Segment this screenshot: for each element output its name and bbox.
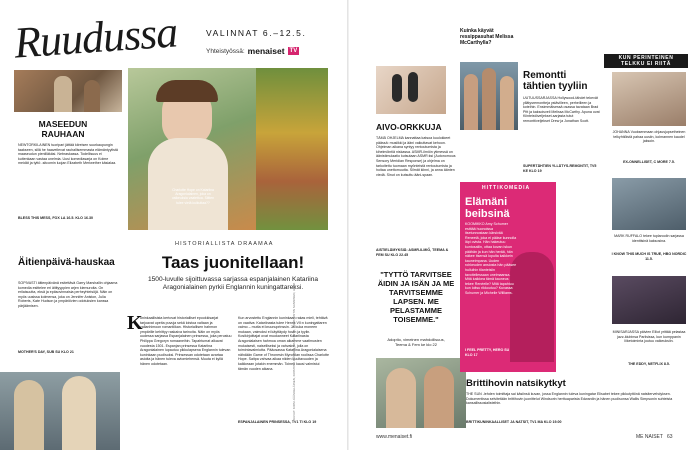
right-art4-title: Brittihovin natsikytkyt [466, 378, 566, 389]
feature-kicker: HISTORIALLISTA DRAAMAA [175, 241, 274, 247]
tv-logo: TV [289, 48, 298, 54]
right-art3-credits: SUPERTÄHTIEN YLLÄTYS-REMONTIT, TV5 KE KLO 19 [523, 164, 597, 173]
picks-label: VALINNAT 6.–12.5. [206, 28, 307, 38]
nails-photo [376, 66, 446, 114]
sidebar-text-2: MARK RUFFALO tekee tuplaroolin sarjassa identtisinä kaksosina. [614, 234, 684, 243]
couple-photo [376, 358, 466, 428]
right-art2-credits: I FEEL PRETTY, HERO SU KLO 17 [465, 348, 510, 357]
right-art1-credits: AISTIELÄMYKSIÄ: ASMR-ILMIÖ, TEEMA & FEM SU KLO 22.45 [376, 248, 449, 257]
right-art2-body: KOOMIKKO Amy Schumer esittää huonoissa itsetunnostaan kärsivää Reneetä, joka ei pääse kunnolla läpi ovista. Hän hakeutuu kuntosaliin, ottaa kovan iskun päähän ja kun hän herää, hän näkee itsensä lopulta kaikkein kauneimpana. Uuden rohkeuden ansiosta hän pääsee hulluihin tilanteisiin tavoitellessaan unelmaansa. Mitä kaikkea tämä kauneus tekee Renéelle? Mitä tapahtuu kun loitsu rikkoutuu? Kuvassa Schumer ja Michelle Williams. [465, 222, 517, 295]
sidebar-credits-2: I KNOW THIS MUCH IS TRUE, HBO NORDIC 11.5. [611, 252, 687, 261]
feature-dropcap: K [127, 312, 143, 334]
right-art1-title: AIVO-ORKKUJA [376, 122, 442, 132]
feature-body-col1: uninkaallisista kertovat historialliset epookkisarjat tarjoavat upeita puvuja sekä loistoa valtaan ja vallanhimoon romantiikan. Historiallisen hahmon ympärille kehittyy raskaiva tarinoita. Näin on myös uudessa sarjassa Espanjalainen prinsessa, joka perustuu Philippa Gregoryn romaaneihin. Tapahtumat alkavat vuodesta 1501. Espanjan prinsessa Katariina Aragonialainen lupautuu pikkulapsena Englannin tulevan kuninkaan puolisoksi. Prinsessan odotetaan avartaa asioita ja hänen tuleva aviomiehensä. Muuta ei kyllä hänen odotetaan. [140, 316, 232, 366]
right-art3-body: UUTUUSSARJASSA Hollywood-tähdet tekevät yllätysremontteja ystävilleen, perheilleen ja koteihin. Ensimmäisessä osassa tavataan Brad Pitt ja kaksoisveli Melissa McCarthy. Apuna ovat Kiinteistöveljekset-sarjasta tutut remonttiveljekset Drew ja Jonathan Scott. [523, 96, 600, 123]
quote-text: "TYTTÖ TARVITSEE ÄIDIN JA ISÄN JA ME TARVITSEMME LAPSEN. ME PELASTAMME TOISEMME." [377, 270, 455, 324]
page-number: 63 [666, 434, 673, 440]
left-art1-credits: BLESS THIS MESS, FOX LA 16.5. KLO 16.30 [18, 216, 93, 220]
partner-label: Yhteistyössä: [206, 47, 245, 55]
remont-photo [460, 62, 518, 130]
flowers-photo [256, 68, 328, 230]
feature-headline: Taas juonitellaan! [161, 253, 305, 272]
sidebar-text-3: MINISARJASSA päivien Elliot yrittää pelastaa jazz-klubinsa Pariisissa, kun kumppanin liiketoiminta joutuu vaikeuksiin. [612, 330, 686, 344]
sidebar-credits-3: THE EDDY, NETFLIX 8.5. [628, 362, 670, 366]
top-photo-caption: Kuinka käyvät ressippasuhat Melissa McCarthylla? [460, 28, 514, 46]
right-art1-body: TÄMÄ OHJELMA kannattaa katsoa kuulokkeet päässä: musiikki ja ääni vaikuttavat kehoon. Ohjelman aikana syntyy rentoutumista ja kihelmöintiä niskassa. ASMR-ilmiön ytimessä on äänistimulaatio kutsutaan ASMR:ksi (Autonomous Sensory Meridian Response) ja ohjelma on tarkoitettu tuomaan myönteistä rentoutumista ja hoitaa unettomuutta. Silmät kiinni, ja anna äänten viedä. Sinut on kutsuttu ääni-spaan. [376, 136, 456, 177]
left-art1-title: MASEEDUN RAUHAAN [38, 119, 88, 139]
left-art2-body: SOPIVASTI äitienpäivänä esitettävä Garry Marshallin ohjaama komedia esittelee eri äitityyppien arjen kiemuroita. On erilaisuutta, eksä ja epäsovinnaisia perheyhteisöjä. Näin on myös uusissa kolmensa, joka on Jennifer Aniston, Julia Roberts, Kate Hudson ja ympäröivien odotuksien kanssa pärjäämisen. [18, 281, 118, 308]
right-art4-credits: BRITTIKUNINKAALLISET JA NATSIT, TV1 MA KLO 19.00 [466, 420, 562, 424]
mothers-day-photo [0, 372, 120, 450]
right-art4-body: THE SUN -lehden toimittaja sai käsiinsä kuvan, jossa Englannin tuleva kuningatar Elisabet tekee pikkutyttönä natsitervehdyksen. Dokumentissa selvitetään brittihovin juonittelut Windsorin herttuaparista Edwardin ja hänen puolisonsa Wallis Simpsonin suhteista kansallissosialisteihin. [466, 392, 673, 406]
feature-photo-caption: Charlotte Hope on Katariina Aragonialainen, joka on vaikeuksia vaatettua. Siitten tulee vielä kuikuttaa?? [171, 188, 215, 205]
sidebar-photo-1 [612, 72, 686, 126]
footer-line [636, 434, 673, 440]
sidebar-tag: KUN PERINTEINEN TELKKU EI RIITÄ [604, 54, 688, 68]
sidebar-photo-3 [612, 276, 686, 324]
hit-comedy-tag: HITTIKOMEDIA [482, 185, 531, 191]
footer-url: www.menaiset.fi [376, 434, 413, 440]
left-art2-credits: MOTHER'S DAY, SUB SU KLO 21 [18, 350, 74, 354]
partner-brand: menaiset [247, 46, 285, 56]
photo-credit: KUVAT: KIRSI JÄÄSKELÄINEN, KRISTIINA RASINEN, PAULI RITO, KONSTANTIN SANNINEN, HERZ [292, 282, 296, 420]
right-art3-title: Remontti tähtien tyyliin [523, 70, 588, 92]
sidebar-text-1: JOHANNA Vuoksenmaan ohjausjupsetheinen telkyhtiöistä pahaa uusiin, kolmannen kaudel jaksoin. [612, 130, 686, 144]
right-art2-title: Elämäni beibsinä [465, 196, 510, 220]
sidebar-credits-1: EX-ONNELLISET, C MORE 7.5. [623, 160, 675, 164]
feature-body-col2: Kun arvostettu Englannin kuninkaan rakas mieli, tehtävä on vaativa: Katariinasta tulee Henrik VII:n kuningattaren vaimo – mutta ei kruunuprinssin. Ja kuka moneen mukaan, vaimoksi ei käyttäydy hovin ja tyylin. Kosikirjoittajat ovat muokanneet Katariinasta Aragonialaisen hahmoa oman aikamme vaatimusten mukaisesti, naiselliseksi ja vahvaksi, jolla on toimintavalmiutta. Pääosassa Katariina Aragonialaisena nähdään Game of Thronesin Myrcellan roolissa Charlotte Hope. Saitpa vahvaa aikaa niiden kuultavuuden ja kaikkeaan jotakin enemmän. Toinen kausi valmistui tämän vuoden aikana. [238, 316, 330, 371]
feature-photo [128, 68, 256, 230]
rural-photo [14, 70, 122, 112]
left-art1-body: NEWTORKILAINEN tuoripari jättää kiireisen suurkaupungin taakseen, sillä he haaveilevat rauhallisemmasta elämäntyylistä maaseudun pienilläkäsi. Nebraskassa. Todellisuus ei kuitenkaan vastaa unelmia. Uusi komediasarja on Kolme meidät ja tyttö -sitcomin luojan Elizabeth Meriwether käsialaa. [18, 143, 118, 166]
feature-deck: 1500-luvulle sijoittuvassa sarjassa espanjalainen Katariina Aragonialainen pyrkii Englannin kuningattareksi. [147, 276, 319, 291]
partner-line [206, 46, 299, 56]
footer-brand: ME NAISET [636, 434, 663, 440]
page-gutter [347, 0, 349, 450]
sidebar-photo-2 [612, 178, 686, 230]
feature-credits: ESPANJALAINEN PRINSESSA, TV1 TI KLO 19 [238, 420, 317, 424]
script-title: Ruudussa [12, 7, 179, 68]
quote-source: Adoptio, vimeinen mahdollisuus, Teema & Fem ke klo 22 [387, 337, 445, 347]
left-art2-title: Äitienpäivä-hauskaa [18, 257, 115, 268]
